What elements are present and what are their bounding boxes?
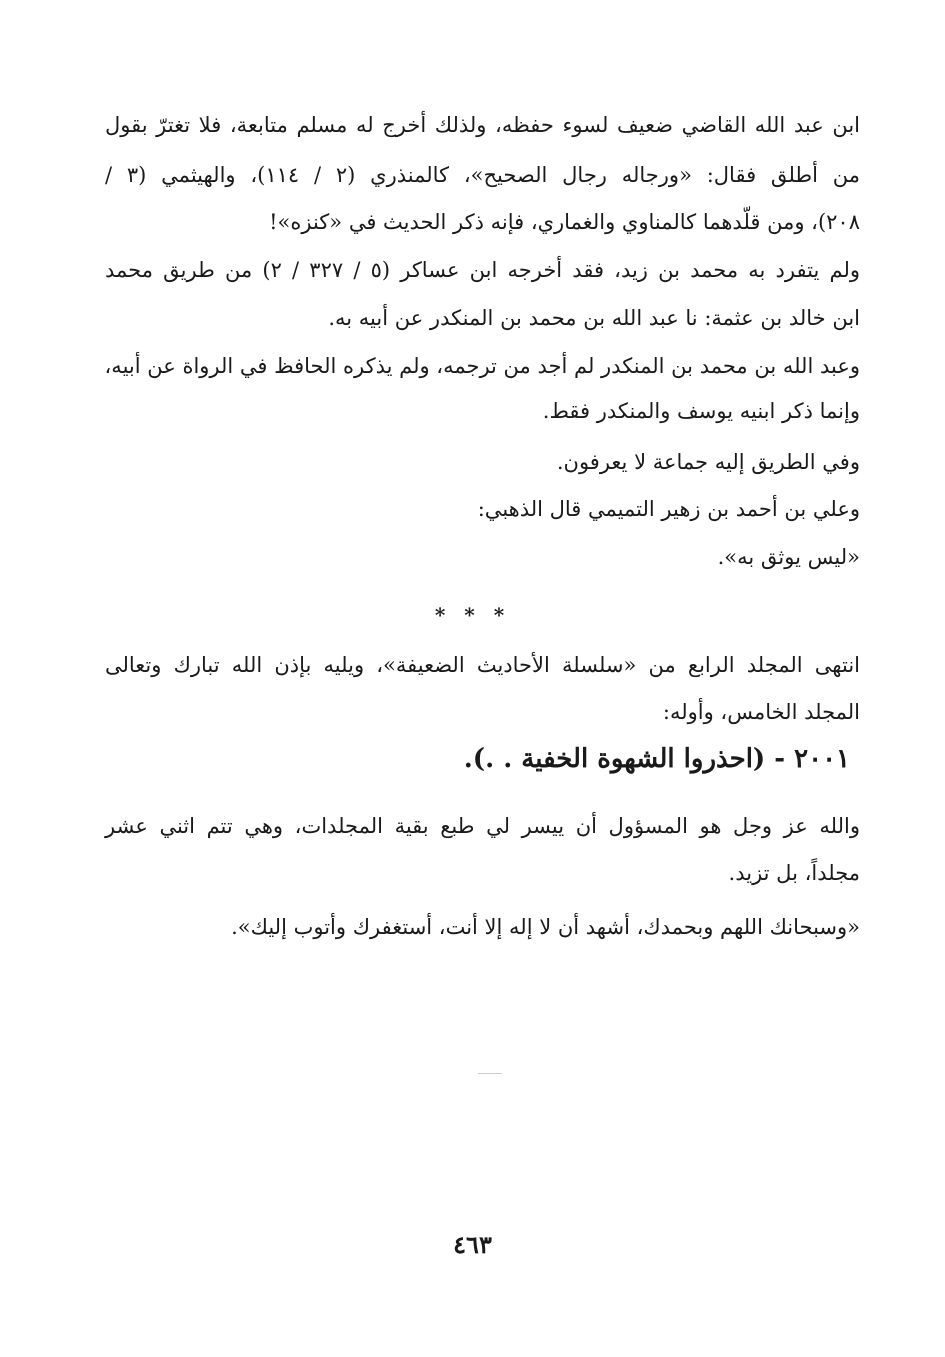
quote-line: «ليس يوثق به». — [717, 545, 860, 569]
page-number: ٤٦٣ — [453, 1230, 492, 1259]
text-line: ابن عبد الله القاضي ضعيف لسوء حفظه، ولذلك أخرج له مسلم متابعة، فلا تغترّ بقول — [105, 113, 860, 137]
text-line: وعلي بن أحمد بن زهير التميمي قال الذهبي: — [477, 497, 860, 521]
text-line: والله عز وجل هو المسؤول أن ييسر لي طبع بقية المجلدات، وهي تتم اثني عشر — [105, 814, 860, 838]
text-line: وفي الطريق إليه جماعة لا يعرفون. — [556, 450, 860, 474]
text-line: المجلد الخامس، وأوله: — [662, 700, 860, 724]
divider — [478, 1073, 502, 1074]
text-line: ابن خالد بن عثمة: نا عبد الله بن محمد بن المنكدر عن أبيه به. — [328, 306, 860, 330]
text-line: ٢٠٨)، ومن قلّدهما كالمناوي والغماري، فإنه ذكر الحديث في «كنزه»! — [269, 210, 860, 234]
text-line: انتهى المجلد الرابع من «سلسلة الأحاديث الضعيفة»، ويليه بإذن الله تبارك وتعالى — [105, 653, 860, 677]
section-separator: * * * — [434, 603, 511, 627]
text-line: ولم يتفرد به محمد بن زيد، فقد أخرجه ابن عساكر (٥ / ٣٢٧ / ٢) من طريق محمد — [105, 258, 860, 282]
next-hadith-heading: ٢٠٠١ - (احذروا الشهوة الخفية . .). — [463, 744, 850, 774]
text-line: وعبد الله بن محمد بن المنكدر لم أجد من ترجمه، ولم يذكره الحافظ في الرواة عن أبيه، — [104, 354, 860, 378]
text-line: وإنما ذكر ابنيه يوسف والمنكدر فقط. — [542, 399, 860, 423]
closing-dua: «وسبحانك اللهم وبحمدك، أشهد أن لا إله إلا أنت، أستغفرك وأتوب إليك». — [231, 915, 860, 939]
text-line: من أطلق فقال: «ورجاله رجال الصحيح»، كالمنذري (٢ / ١١٤)، والهيثمي (٣ / — [105, 163, 860, 187]
text-line: مجلداً، بل تزيد. — [728, 861, 860, 885]
